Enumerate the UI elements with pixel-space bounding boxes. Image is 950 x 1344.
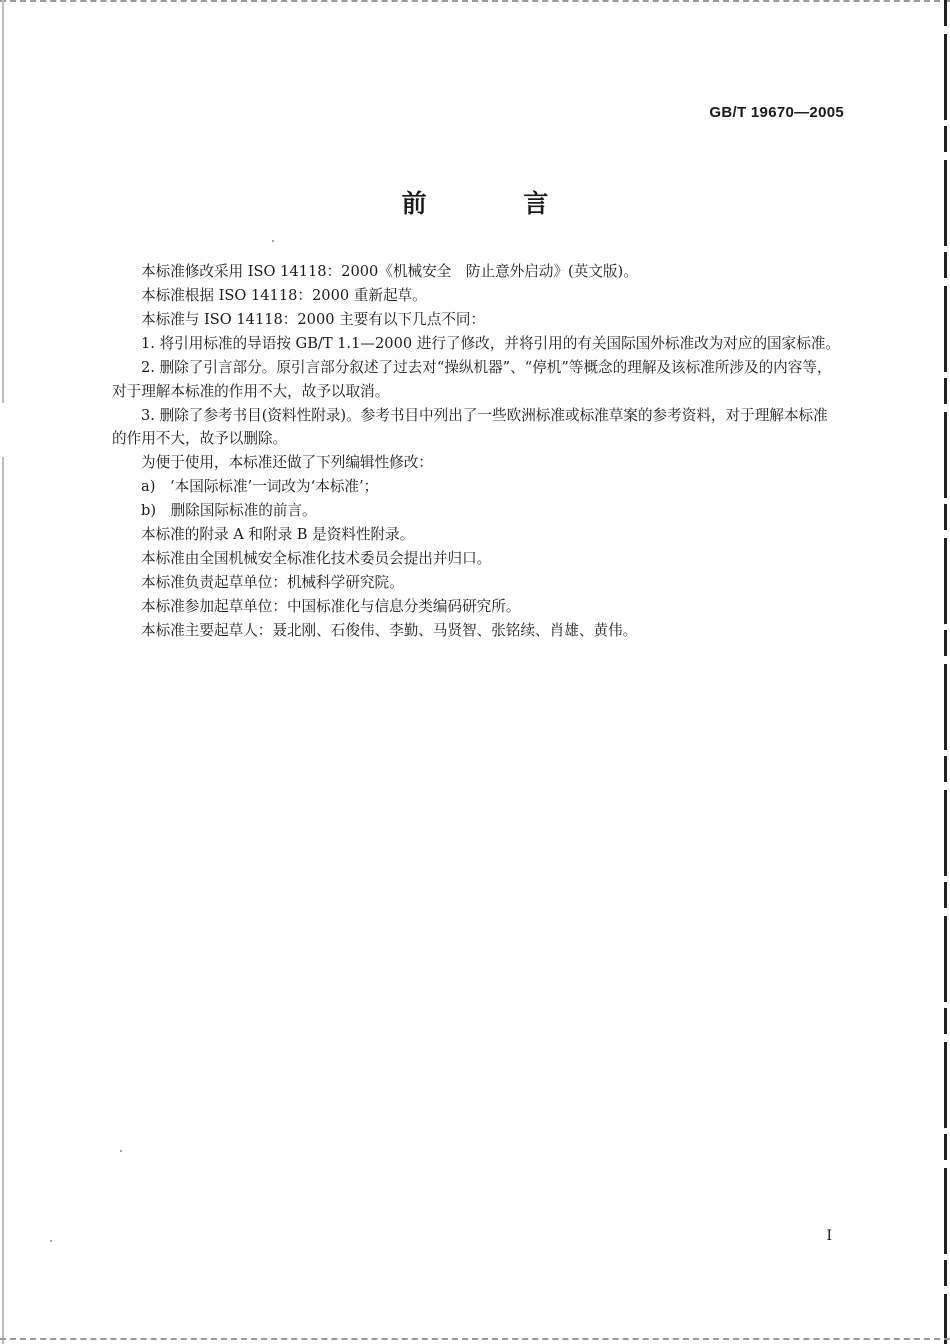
page-number: I (826, 1228, 832, 1244)
paragraph-annexes: 本标准的附录 A 和附录 B 是资料性附录。 (141, 526, 415, 543)
scan-speck (272, 240, 274, 242)
page-title: 前 言 (401, 189, 593, 218)
paragraph-participating-drafter: 本标准参加起草单位：中国标准化与信息分类编码研究所。 (141, 598, 521, 615)
paragraph-redrafted: 本标准根据 ISO 14118：2000 重新起草。 (141, 287, 427, 304)
list-item-b: b) 删除国际标准的前言。 (141, 502, 317, 519)
paragraph-differences-intro: 本标准与 ISO 14118：2000 主要有以下几点不同： (141, 311, 486, 328)
scan-edge-top (0, 0, 950, 4)
paragraph-lead-drafter: 本标准负责起草单位：机械科学研究院。 (141, 574, 404, 591)
standard-number: GB/T 19670—2005 (709, 104, 844, 121)
list-item-a: a) ‘本国际标准’一词改为‘本标准’； (141, 478, 379, 495)
scan-speck (50, 1240, 52, 1242)
scan-speck (120, 1150, 122, 1152)
document-body (112, 260, 842, 643)
paragraph-proposer: 本标准由全国机械安全标准化技术委员会提出并归口。 (141, 550, 492, 567)
paragraph-editorial-intro: 为便于使用，本标准还做了下列编辑性修改： (141, 454, 433, 471)
paragraph-main-drafters: 本标准主要起草人：聂北刚、石俊伟、李勤、马贤智、张铭续、肖雄、黄伟。 (141, 622, 638, 639)
paragraph-difference-2: 2. 删除了引言部分。原引言部分叙述了过去对“操纵机器”、“停机”等概念的理解及该标准所涉及的内容等，对于理解本标准的作用不大，故予以取消。 (112, 359, 832, 400)
paragraph-difference-3: 3. 删除了参考书目(资料性附录)。参考书目中列出了一些欧洲标准或标准草案的参考资料，对于理解本标准的作用不大，故予以删除。 (112, 406, 828, 447)
paragraph-difference-1: 1. 将引用标准的导语按 GB/T 1.1—2000 进行了修改，并将引用的有关国际国外标准改为对应的国家标准。 (141, 335, 841, 352)
paragraph-adoption: 本标准修改采用 ISO 14118：2000《机械安全 防止意外启动》(英文版)。 (141, 263, 638, 280)
scan-edge-bottom (0, 1337, 950, 1340)
